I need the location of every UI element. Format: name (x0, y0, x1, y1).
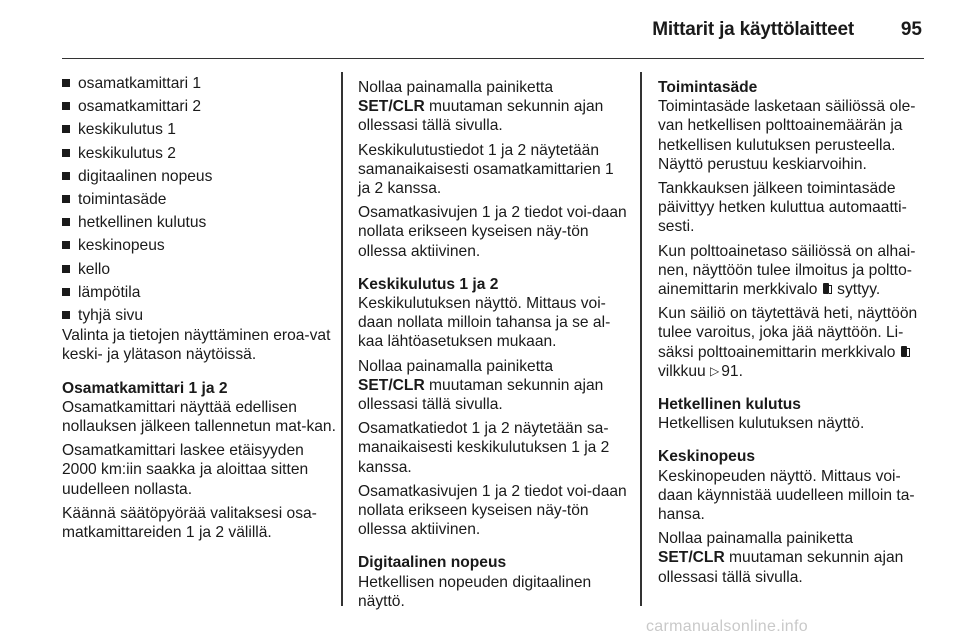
button-name: SET/CLR (358, 376, 425, 394)
bullet-icon (62, 265, 70, 273)
body-text: Osamatkamittari laskee etäisyyden 2000 km:iin saakka ja aloittaa sitten uudelleen nollasta. (62, 442, 309, 498)
column-divider (341, 72, 343, 606)
body-text: Keskikulutustiedot 1 ja 2 näytetään samanaikaisesti osamatkamittarien 1 ja 2 kanssa. (358, 141, 614, 198)
fuel-pump-icon (823, 282, 832, 295)
section-heading: Osamatkamittari 1 ja 2 (62, 379, 228, 397)
section-heading: Toimintasäde (658, 79, 758, 96)
section-heading: Digitaalinen nopeus (358, 554, 507, 572)
body-text: Käännä säätöpyörää valitaksesi osa-matkamittareiden 1 ja 2 välillä. (62, 504, 317, 542)
body-text: Toimintasäde lasketaan säiliössä ole-van hetkellisen polttoainemäärän ja hetkellisen kulutuksen perusteella. Näyttö perustuu keskiarvoihin. (658, 98, 916, 173)
bullet-icon (62, 125, 70, 133)
bullet-icon (62, 288, 70, 296)
page-reference-arrow-icon: ▷ (710, 363, 720, 378)
page-reference[interactable]: 91. (721, 362, 743, 380)
watermark: carmanualsonline.info (646, 618, 808, 635)
section-heading: Keskinopeus (658, 448, 756, 466)
bullet-icon (62, 218, 70, 226)
bullet-icon (62, 102, 70, 110)
chapter-title: Mittarit ja käyttölaitteet (652, 19, 854, 40)
body-text: Hetkellisen nopeuden digitaalinen näyttö. (358, 573, 592, 610)
body-text: Valinta ja tietojen näyttäminen eroa-vat keski- ja ylätason näytöissä. (62, 327, 331, 364)
column-3 (658, 78, 928, 592)
list-item: kello (62, 260, 340, 279)
body-text: Nollaa painamalla painiketta SET/CLR muutaman sekunnin ajan ollessasi tällä sivulla. (358, 357, 604, 414)
button-name: SET/CLR (358, 98, 425, 116)
body-text: Keskikulutuksen näyttö. Mittaus voi-daan nollata milloin tahansa ja se al-kaa lähtöasetuksen mukaan. (358, 295, 611, 351)
list-item: osamatkamittari 1 (62, 74, 340, 93)
body-text: Osamatkamittari näyttää edellisen nollauksen jälkeen tallennetun mat-kan. (62, 398, 336, 436)
section-heading: Keskikulutus 1 ja 2 (358, 275, 499, 293)
list-item: lämpötila (62, 283, 340, 302)
body-text: Kun polttoainetaso säiliössä on alhai-nen, näyttöön tulee ilmoitus ja poltto-ainemittarin merkkivalo syttyy. (658, 242, 916, 299)
list-item: hetkellinen kulutus (62, 213, 340, 232)
body-text: Osamatkasivujen 1 ja 2 tiedot voi-daan nollata erikseen kyseisen näy-tön ollessa aktiivinen. (358, 482, 627, 539)
bullet-icon (62, 311, 70, 319)
list-item: keskinopeus (62, 236, 340, 255)
body-text: Keskinopeuden näyttö. Mittaus voi-daan käynnistää uudelleen milloin ta-hansa. (658, 467, 915, 524)
page-header (62, 0, 924, 59)
bullet-icon (62, 241, 70, 249)
column-divider (640, 72, 642, 606)
body-text: Hetkellisen kulutuksen näyttö. (658, 415, 865, 433)
fuel-pump-icon (901, 345, 910, 358)
body-text: Nollaa painamalla painiketta SET/CLR muutaman sekunnin ajan ollessasi tällä sivulla. (658, 530, 904, 586)
bullet-icon (62, 172, 70, 180)
body-text: Osamatkatiedot 1 ja 2 näytetään sa-manaikaisesti keskikulutuksen 1 ja 2 kanssa. (358, 420, 610, 476)
list-item: keskikulutus 1 (62, 120, 340, 139)
bullet-icon (62, 149, 70, 157)
bullet-icon (62, 195, 70, 203)
page-number: 95 (900, 19, 922, 40)
body-text: Nollaa painamalla painiketta SET/CLR muutaman sekunnin ajan ollessasi tällä sivulla. (358, 79, 604, 135)
column-1 (62, 74, 340, 547)
bullet-icon (62, 79, 70, 87)
list-item: toimintasäde (62, 190, 340, 209)
body-text: Osamatkasivujen 1 ja 2 tiedot voi-daan nollata erikseen kyseisen näy-tön ollessa aktiivinen. (358, 204, 627, 260)
list-item: keskikulutus 2 (62, 144, 340, 163)
list-item: osamatkamittari 2 (62, 97, 340, 116)
button-name: SET/CLR (658, 549, 725, 567)
page-list (62, 74, 340, 325)
list-item: tyhjä sivu (62, 306, 340, 325)
column-2 (358, 78, 630, 616)
list-item: digitaalinen nopeus (62, 167, 340, 186)
body-text: Kun säiliö on täytettävä heti, näyttöön tulee varoitus, joka jää näyttöön. Li-säksi polttoainemittarin merkkivalo vilkkuu ▷ 91. (658, 305, 918, 380)
section-heading: Hetkellinen kulutus (658, 396, 801, 414)
body-text: Tankkauksen jälkeen toimintasäde päivittyy hetken kuluttua automaatti-sesti. (658, 180, 907, 236)
